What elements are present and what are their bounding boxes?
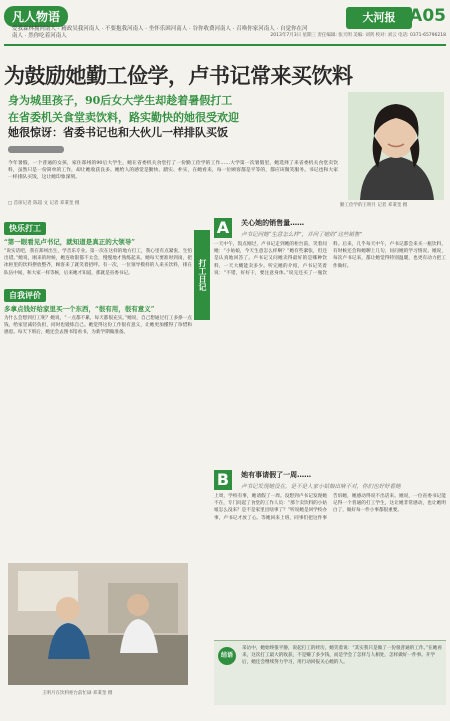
side-tab: 打工日记 [194, 230, 210, 320]
section-b [214, 470, 446, 634]
subheadline-2: 在省委机关食堂卖饮料，路实勤快的她很受欢迎 [8, 111, 239, 124]
section-a-body: 一天中午，饭点刚过，卢书记走到她的柜台前，笑着问她：“小姑娘，今天生意怎么样啊？”她有些紧张，但还是认真地回答了。卢书记又问她卖得最好的是哪种饮料，一天大概能卖多少。听完她的介绍，卢书记笑着说：“不错，好好干，要注意身体。”说完还买了一瓶饮料。后来，几乎每天中午，卢书记都会来买一瓶饮料，有时候还会和她聊上几句，问问她的学习情况。她说，每次卢书记来，都让她觉得特别温暖，也更有动力把工作做好。 [214, 242, 446, 276]
subheadline-3: 她很惊讶：省委书记也和大伙儿一样排队买饭 [8, 126, 228, 139]
section-a-title: 关心她的销售量…… [241, 219, 305, 227]
closing-badge: 结语 [218, 647, 236, 665]
left-quote-1: “第一眼看见卢书记，就知道是真正的大领导” [4, 238, 135, 246]
section-b-marker: B [214, 470, 232, 490]
subheadline-1: 身为城里孩子，90后女大学生却趁着暑假打工 [8, 94, 233, 107]
lead-paragraph: 今年暑假，一个普通的女孩，家住郑州的90后大学生，她在省委机关食堂打了一份勤工俭学的工作……大学第一次暑假里，她选择了来省委机关食堂卖饮料，虽然只是一份简单的工作，却让她收获良多。她给人的感觉是勤快、踏实、朴实，在她看来，每一位顾客都是平等的，都应该微笑服务。书记也和大家一样排队买饭，这让她印象深刻。 [8, 161, 338, 181]
portrait-photo [348, 92, 444, 200]
main-headline: 为鼓励她勤工俭学，卢书记常来买饮料 [4, 64, 353, 88]
lead-divider [8, 146, 64, 153]
section-a-marker: A [214, 218, 232, 238]
page-header [4, 4, 446, 46]
cashier-photo [8, 563, 188, 685]
left-body-2: 为什么会想到打工呢？她说，“一点都不累，每天都很充实。”她说，自己想通过打工多挣一点钱，给家里减轻负担，同时也锻炼自己。她觉得这份工作很有意义，让她更加懂得了珍惜和感恩。每天下班后，她还会去图书馆看书，为新学期做准备。 [4, 315, 192, 336]
paper-logo: 大河报 [346, 7, 412, 29]
section-b-title: 她有事请假了一周…… [241, 471, 312, 479]
section-b-body: 上周，学校有事，她请假了一周。没想到卢书记发现她不在，专门问起了食堂的工作人员：“那个卖饮料的小姑娘怎么没来？是不是家里出啥事了？”听说她是回学校办事，卢书记才放了心。等她回来上班，同事们把这件事告诉她，她感动得说不出话来。她说，一位省委书记能记得一个普通的打工学生，这让她非常感动，也让她明白了，做好每一件小事都很重要。 [214, 494, 446, 521]
byline: □ 首席记者 陈超 文 记者 邓秉奎 摄 [8, 201, 80, 206]
left-subhead-2: 自我评价 [4, 289, 46, 302]
section-a-quote: 卢书记问她“生意怎么样”，并问了她的“这些销售” [241, 232, 363, 238]
portrait-caption: 勤工俭学的王明月 记者 邓秉奎 摄 [340, 203, 408, 208]
page-number: A05 [409, 6, 446, 26]
section-a [214, 218, 446, 464]
closing-box [214, 640, 446, 705]
section-b-quote: 卢书记发现她没在，是不是人家小姑娘出啥不对，你们也好好看她 [241, 484, 401, 490]
photo-caption: 王明月在饮料柜台前忙碌 邓秉奎 摄 [42, 691, 113, 696]
closing-text: 采访中，她始终很平静，说起打工的经历，她笑着说：“其实我只是做了一份很普通的工作。”在她看来，这次打工最大的收获，不是赚了多少钱，而是学会了怎样与人相处，怎样做好一件事。开学后，她还会继续努力学习，用行动回报关心她的人。 [242, 646, 442, 665]
left-subhead-1: 快乐打工 [4, 222, 46, 235]
left-body-1: “说实话吧，我在郑州出生，学音乐专业。第一次在这样的地方打工，我心里有点紧张，生怕出错。”她说，刚来的时候，她连收银都不太会，慢慢地才熟练起来。她每天要准时到岗，把冰柜里的饮料摆放整齐，顾客来了就笑着招呼。有一次，一位领导模样的人来买饮料，排在队伍中间，和大家一样等候，后来她才知道，那就是省委书记。 [4, 249, 192, 276]
header-slogans: 爱我森林拥河南人 · 精政吴我河南人 · 不要抱我河南人 · 坐怀乐困河南人 · 谷你收费河南人 · 召唤你家河南人 · 自觉你在河南人 · 然你吃着河南人 [12, 26, 308, 39]
section-label: 凡人物语 [4, 6, 68, 27]
left-quote-2: 多拿点钱好给家里买一个东西，“很有用，很有意义” [4, 304, 155, 313]
edition-meta: 2013年7月3日 星期三 责任编辑: 张天明 美编: 刘剑 校对: 刘云 电话: 0371-65796218 [270, 33, 446, 38]
